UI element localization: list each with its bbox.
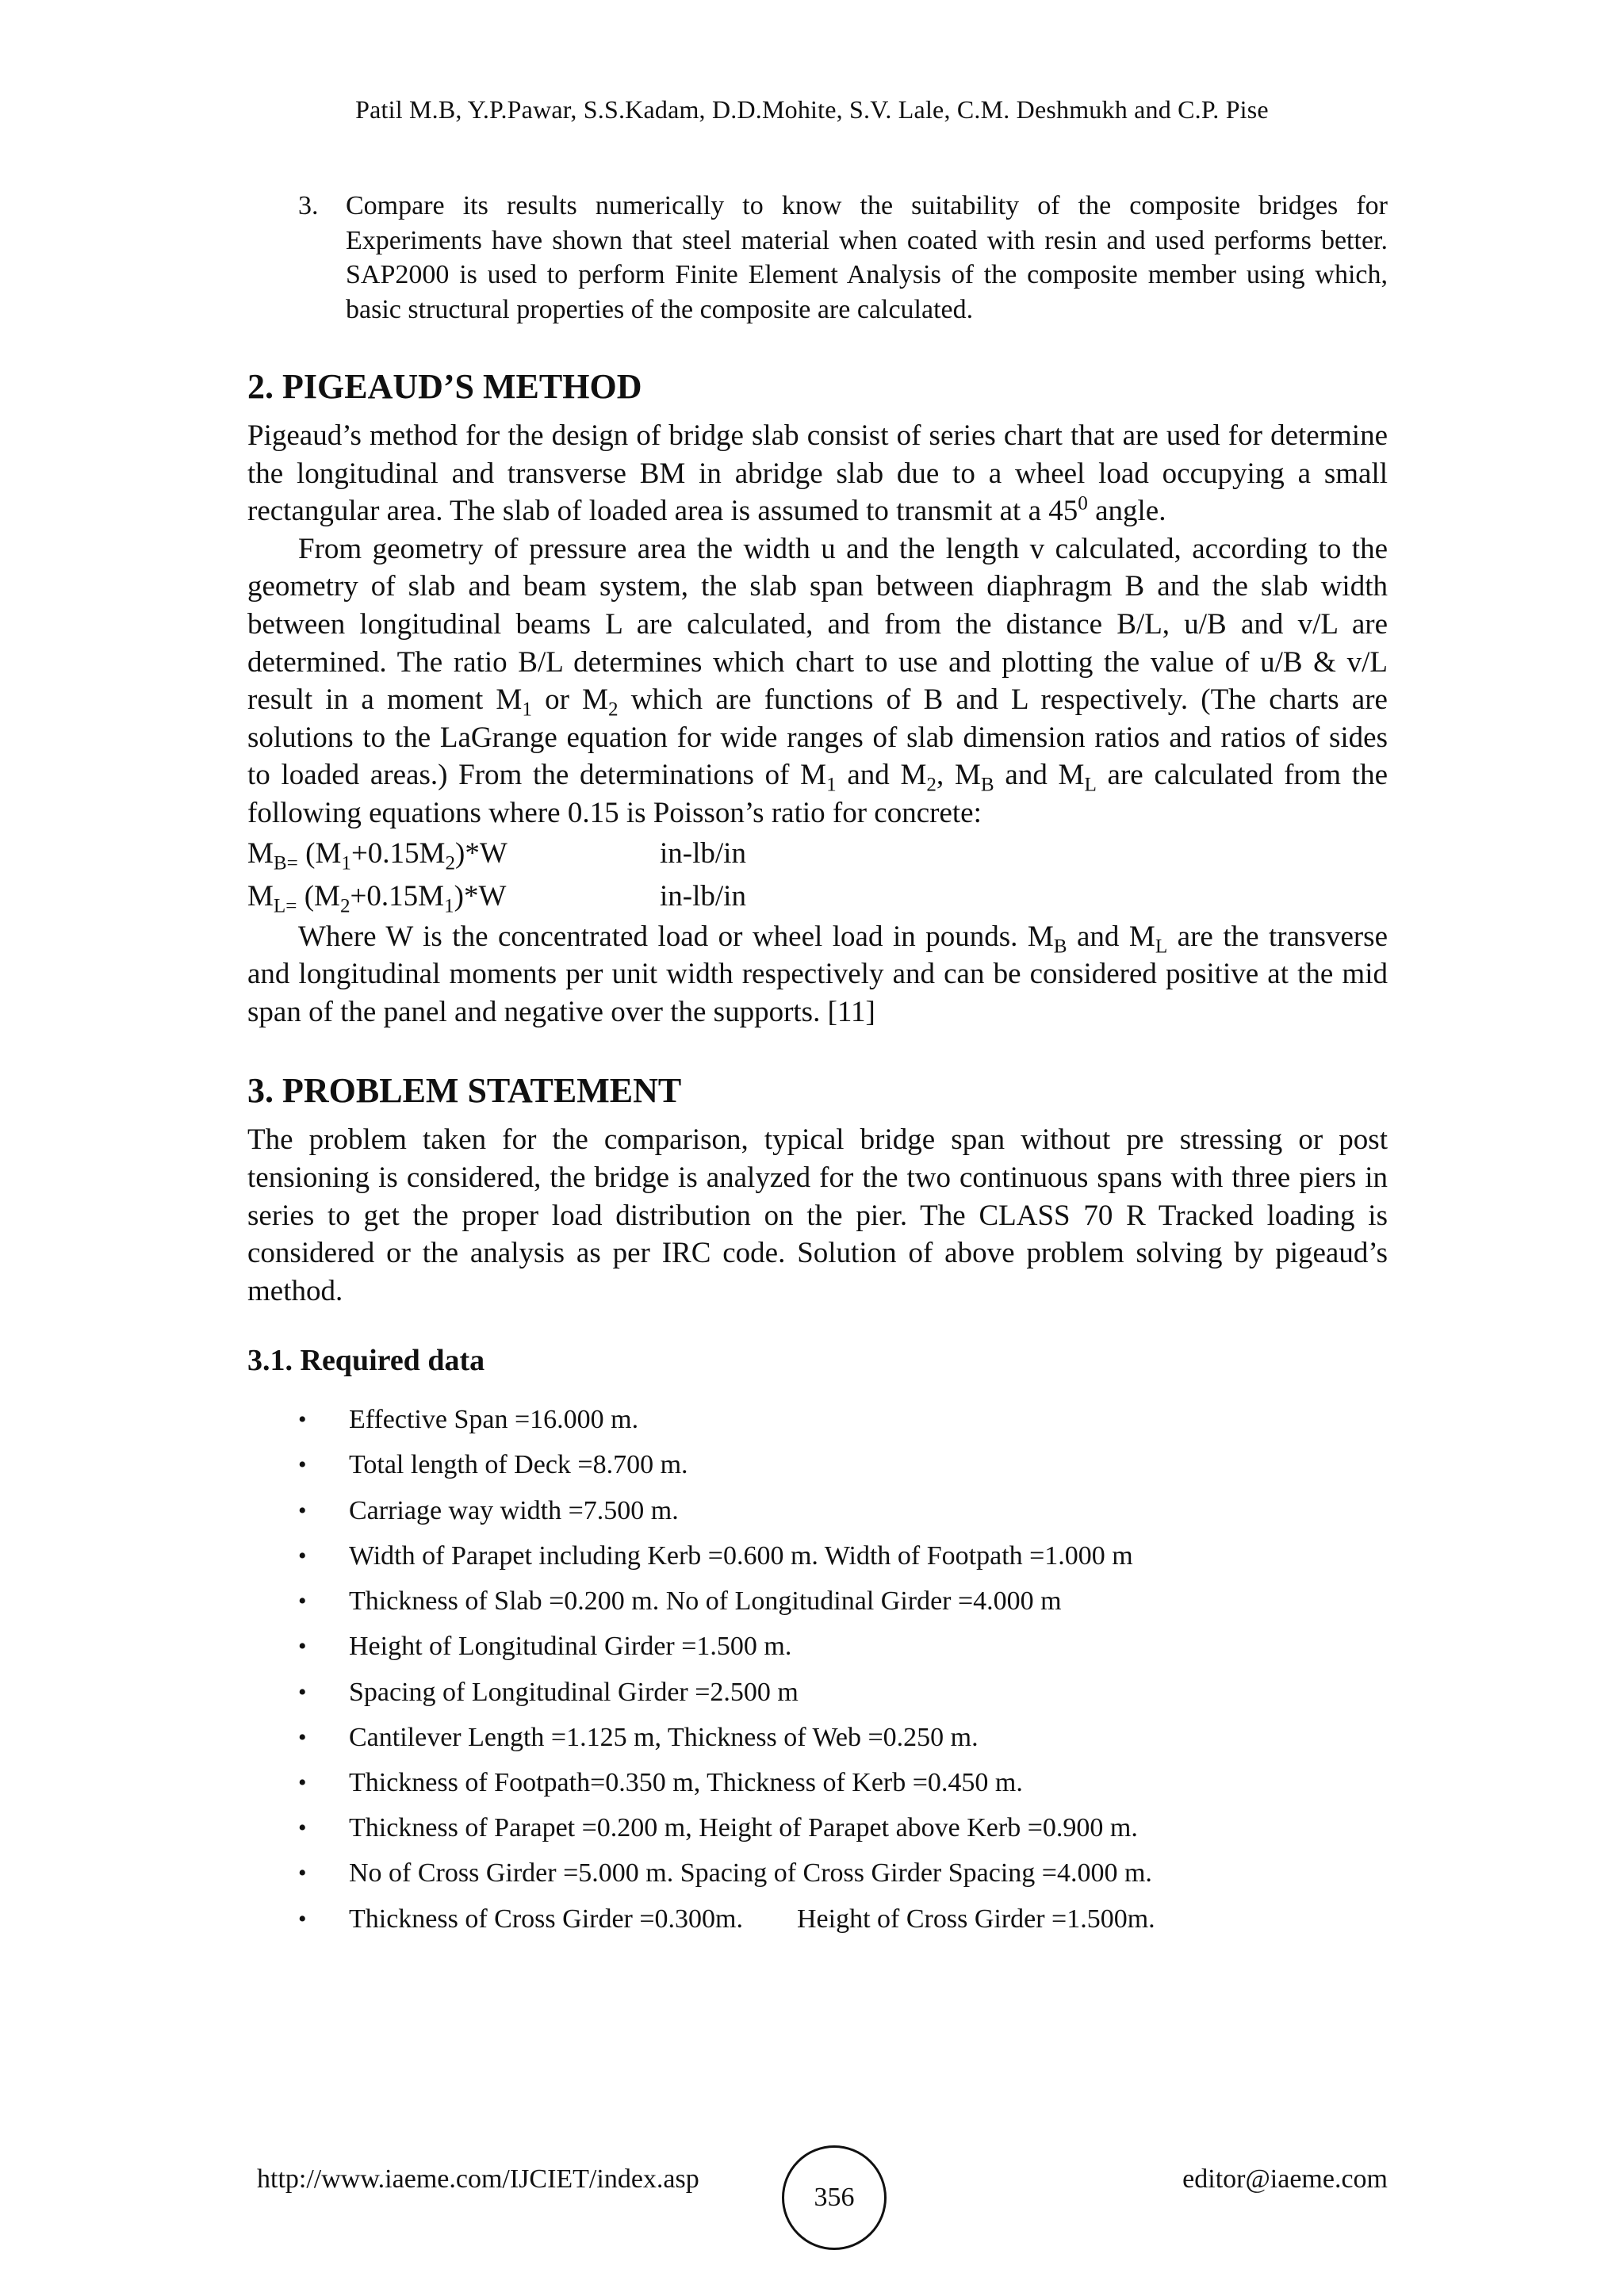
paragraph: Where W is the concentrated load or wheel load in pounds. $M_B$ and $M_L$ are the transverse and longitudinal moments per unit width respectively and can be considered positive at the mid span of the panel and negative over the supports. [11] — [247, 920, 1388, 1028]
list-item — [298, 1670, 1388, 1715]
section-heading-pigeaud: 2. PIGEAUD’S METHOD — [247, 367, 642, 406]
bullet-icon: • — [298, 1678, 307, 1705]
list-item — [298, 1533, 1388, 1578]
bullet-icon: • — [298, 1406, 307, 1433]
list-item — [298, 1397, 1388, 1442]
bullet-icon: • — [298, 1452, 307, 1479]
list-item-text: Thickness of Footpath=0.350 m, Thickness of Kerb =0.450 m. — [349, 1767, 1023, 1797]
bullet-icon: • — [298, 1588, 307, 1615]
section-heading-problem-statement: 3. PROBLEM STATEMENT — [247, 1071, 682, 1111]
page-footer — [247, 2145, 1388, 2225]
list-item — [298, 1578, 1388, 1624]
subsection-heading-required-data: 3.1. Required data — [247, 1344, 485, 1378]
bullet-icon: • — [298, 1860, 307, 1887]
list-item — [298, 1624, 1388, 1669]
footer-email: editor@iaeme.com — [1182, 2164, 1388, 2194]
list-item-text: Thickness of Slab =0.200 m. No of Longitudinal Girder =4.000 m — [349, 1586, 1062, 1617]
list-item — [298, 1442, 1388, 1487]
list-item-text: No of Cross Girder =5.000 m. Spacing of Cross Girder Spacing =4.000 m. — [349, 1858, 1152, 1888]
list-item — [298, 1760, 1388, 1805]
bullet-icon: • — [298, 1905, 307, 1932]
list-item — [298, 189, 1388, 327]
list-item-text: Cantilever Length =1.125 m, Thickness of Web =0.250 m. — [349, 1722, 979, 1752]
list-number: 3. — [298, 191, 319, 220]
equation-unit: in-lb/in — [660, 879, 746, 913]
bullet-icon: • — [298, 1724, 307, 1751]
paragraph: The problem taken for the comparison, typical bridge span without pre stressing or post tensioning is considered, the bridge is analyzed for the two continuous spans with three piers in series to get the proper load distribution on the pier. The CLASS 70 R Tracked loading is considered or the analysis as per IRC code. Solution of above problem solving by pigeaud’s method. — [247, 1123, 1388, 1307]
page-content — [247, 189, 1388, 1942]
bullet-icon: • — [298, 1542, 307, 1569]
list-item-text: Thickness of Parapet =0.200 m, Height of Parapet above Kerb =0.900 m. — [349, 1813, 1138, 1843]
equation-unit: in-lb/in — [660, 836, 746, 870]
bullet-icon: • — [298, 1633, 307, 1660]
list-item-text: Effective Span =16.000 m. — [349, 1405, 639, 1435]
bullet-icon: • — [298, 1769, 307, 1796]
paragraph: From geometry of pressure area the width u and the length v calculated, according to the geometry of slab and beam system, the slab span between diaphragm B and the slab width between longitudinal beams L are calculated, and from the distance B/L, u/B and v/L are determined. The ratio B/L determines which chart to use and plotting the value of u/B & v/L result in a moment $M_1$ or $M_2$ which are functions of B and L respectively. (The charts are solutions to the LaGrange equation for wide ranges of slab dimension ratios and ratios of sides to loaded areas.) From the determinations of $M_1$ and $M_2$, $M_B$ and $M_L$ are calculated from the following equations where 0.15 is Poisson’s ratio for concrete: — [247, 532, 1388, 829]
list-item-text: Thickness of Cross Girder =0.300m. Height of Cross Girder =1.500m. — [349, 1904, 1155, 1934]
list-text: Compare its results numerically to know the suitability of the composite bridges for Experiments have shown that steel material when coated with resin and used performs better. SAP2000 is used to perform Finite Element Analysis of the composite member using which, basic structural properties of the composite are calculated. — [346, 191, 1388, 324]
list-item — [298, 1850, 1388, 1896]
list-item-text: Height of Longitudinal Girder =1.500 m. — [349, 1632, 792, 1662]
footer-url: http://www.iaeme.com/IJCIET/index.asp — [257, 2164, 699, 2194]
list-item-text: Total length of Deck =8.700 m. — [349, 1450, 688, 1480]
running-header: Patil M.B, Y.P.Pawar, S.S.Kadam, D.D.Mohite, S.V. Lale, C.M. Deshmukh and C.P. Pise — [355, 95, 1269, 124]
list-item-text: Carriage way width =7.500 m. — [349, 1495, 679, 1525]
equation-ml: $M_{L=}$ $(M_2+0.15M_1)*W$ in-lb/in — [247, 875, 1388, 918]
bullet-icon: • — [298, 1815, 307, 1842]
equation-mb: $M_{B=}$ $(M_1+0.15M_2)*W$ in-lb/in — [247, 832, 1388, 875]
paragraph: Pigeaud’s method for the design of bridge slab consist of series chart that are used for determine the longitudinal and transverse BM in abridge slab due to a wheel load occupying a small rectangular area. The slab of loaded area is assumed to transmit at a $45^0$ angle. — [247, 419, 1388, 528]
page-number: 356 — [782, 2145, 887, 2250]
list-item-text: Spacing of Longitudinal Girder =2.500 m — [349, 1677, 799, 1707]
list-item — [298, 1805, 1388, 1850]
list-item — [298, 1715, 1388, 1760]
required-data-list — [298, 1397, 1388, 1941]
list-item — [298, 1896, 1388, 1942]
bullet-icon: • — [298, 1497, 307, 1524]
list-item-text: Width of Parapet including Kerb =0.600 m. Width of Footpath =1.000 m — [349, 1540, 1133, 1571]
list-item — [298, 1488, 1388, 1533]
